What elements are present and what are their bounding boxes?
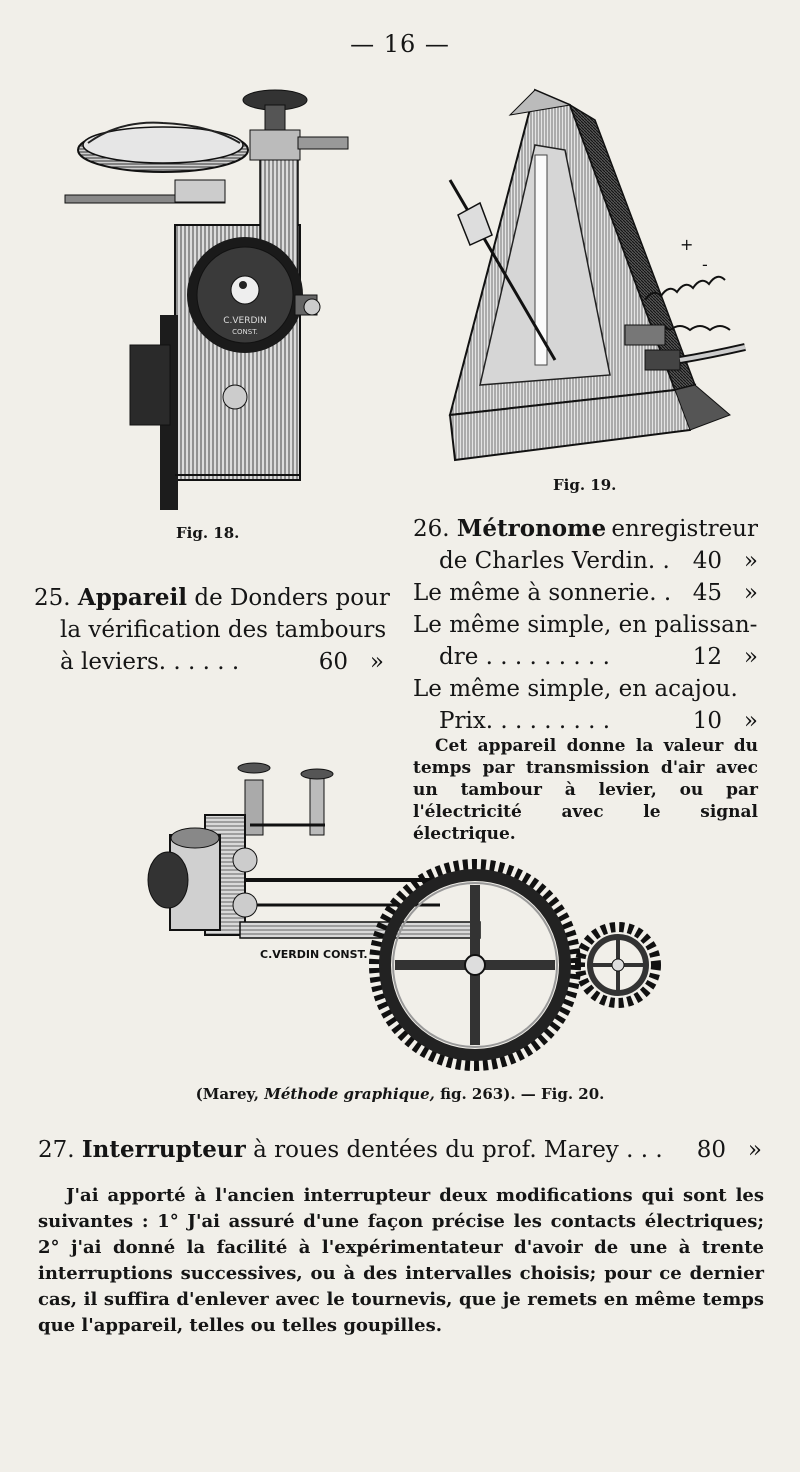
item-26-line-6-text: Le même simple, en acajou.	[413, 676, 738, 702]
item-27-description: J'ai apporté à l'ancien interrupteur deux modifications qui sont les suivantes : 1° J'ai assuré d'une façon précise les contacts électriques; 2° j'ai donné la facilité à l'expérimentateur d'avoir de une à trente interruptions successives, ou à des intervalles choisis; pour ce dernier cas, il suffira d'enlever avec le tournevis, que je remets en même temps que l'appareil, telles ou telles goupilles.	[38, 1185, 764, 1336]
item-27	[38, 1134, 762, 1166]
item-27-rest: à roues dentées du prof. Marey . . .	[253, 1137, 663, 1163]
item-25-number: 25.	[34, 585, 71, 611]
item-26-line-1	[413, 513, 758, 545]
item-26-price-4: 10	[692, 708, 722, 734]
item-26-line-4-text: Le même simple, en palissan-	[413, 612, 758, 638]
item-25-name: Appareil	[77, 584, 188, 611]
item-26-line-3	[413, 577, 758, 609]
item-26-line-7-text: Prix. . . . . . . . .	[439, 708, 611, 734]
item-26	[413, 513, 758, 737]
item-25-line-2	[34, 614, 387, 646]
item-26-mark-1: »	[743, 548, 758, 574]
donders-apparatus-illustration	[60, 85, 360, 515]
item-26-line-2	[413, 545, 758, 577]
interrupter-illustration	[140, 760, 660, 1070]
page-number: — 16 —	[350, 30, 450, 58]
fig19-caption: Fig. 19.	[553, 476, 617, 494]
item-26-line-5	[413, 641, 758, 673]
item-26-line-1-rest: enregistreur	[611, 516, 758, 542]
item-27-number: 27.	[38, 1137, 75, 1163]
item-26-name: Métronome	[456, 515, 607, 542]
item-25-line-3	[34, 646, 384, 678]
fig20-plate-text: C.VERDIN CONST.	[260, 948, 368, 961]
fig20-caption-author: (Marey,	[195, 1085, 259, 1103]
fig18-caption: Fig. 18.	[176, 524, 240, 542]
item-25-line-1	[34, 582, 390, 614]
item-25-line-1-rest: de Donders pour	[194, 585, 390, 611]
item-26-mark-2: »	[743, 580, 758, 606]
large-gear-icon	[375, 865, 575, 1065]
item-26-line-6	[413, 673, 758, 705]
item-26-line-7	[413, 705, 758, 737]
item-26-line-3-text: Le même à sonnerie. .	[413, 580, 672, 606]
item-26-line-2-text: de Charles Verdin. .	[439, 548, 670, 574]
metronome-illustration	[440, 85, 760, 470]
item-25-mark: »	[369, 649, 384, 675]
fig20-caption-rest: fig. 263). — Fig. 20.	[440, 1085, 605, 1103]
item-27-name: Interrupteur	[81, 1136, 246, 1163]
item-25	[34, 582, 390, 678]
item-26-description: Cet appareil donne la valeur du temps par transmission d'air avec un tambour à levier, ou par l'électricité avec le signal électrique.	[413, 736, 758, 844]
fig18-plate-subtext: CONST.	[232, 328, 258, 336]
item-26-number: 26.	[413, 516, 450, 542]
small-gear-icon	[580, 927, 656, 1003]
fig18-plate-text: C.VERDIN	[223, 316, 267, 326]
item-26-mark-4: »	[743, 708, 758, 734]
item-26-line-4	[413, 609, 758, 641]
item-27-line	[38, 1134, 762, 1166]
item-26-line-5-text: dre . . . . . . . . .	[439, 644, 610, 670]
fig20-caption-title: Méthode graphique,	[264, 1085, 435, 1103]
item-25-line-3-text: à leviers. . . . . .	[60, 649, 240, 675]
item-27-price: 80	[696, 1137, 726, 1163]
svg-text:-: -	[702, 255, 708, 274]
item-26-price-3: 12	[692, 644, 722, 670]
item-27-mark: »	[747, 1137, 762, 1163]
fig20-caption	[0, 1085, 800, 1103]
svg-text:+: +	[680, 235, 694, 254]
item-25-line-2-text: la vérification des tambours	[60, 617, 387, 643]
item-26-mark-3: »	[743, 644, 758, 670]
item-26-price-1: 40	[692, 548, 722, 574]
item-25-price: 60	[318, 649, 348, 675]
item-26-price-2: 45	[692, 580, 722, 606]
